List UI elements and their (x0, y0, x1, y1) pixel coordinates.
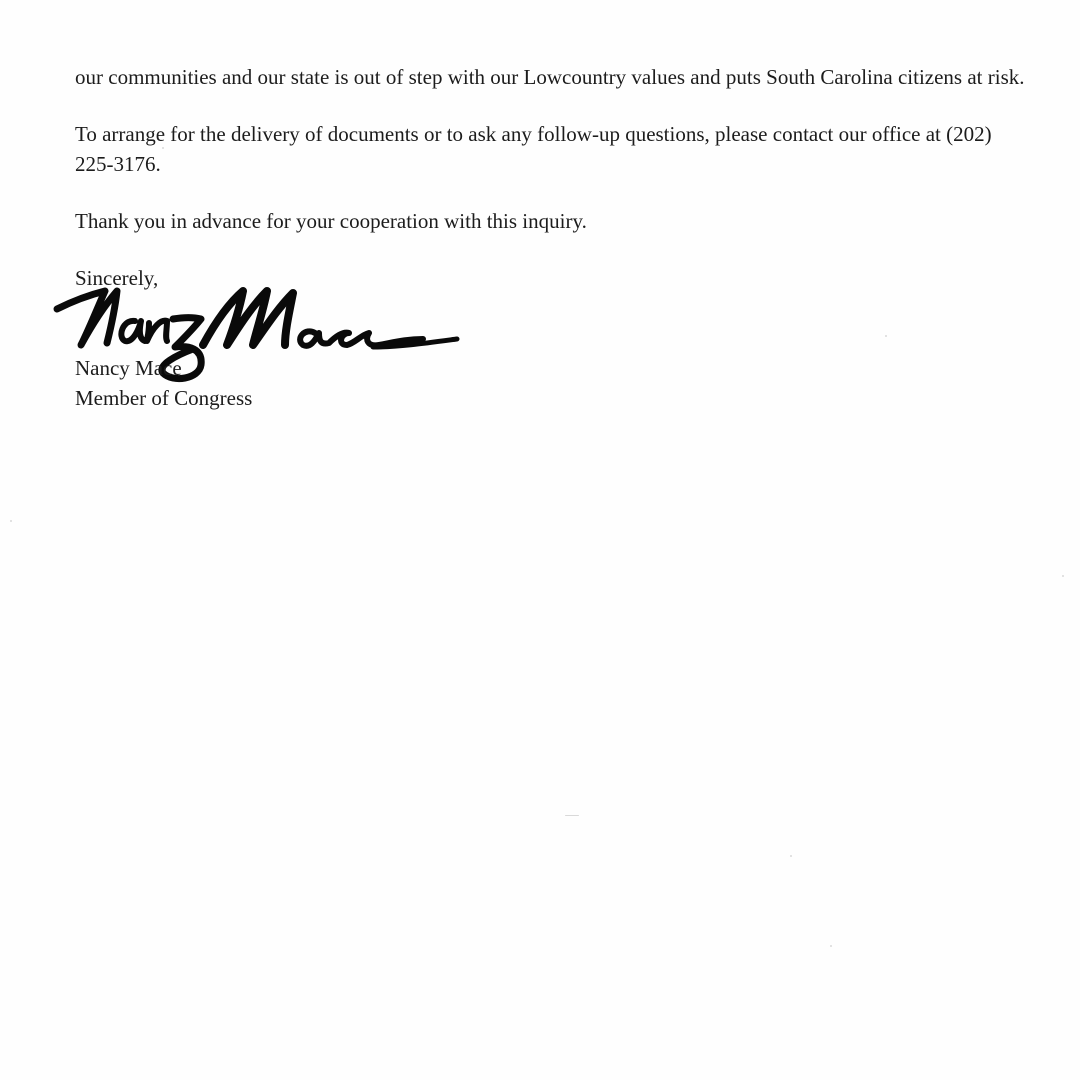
letter-body (75, 62, 1035, 413)
signer-block (75, 353, 1035, 413)
paragraph-contact-info: To arrange for the delivery of documents or to ask any follow-up questions, please contact our office at (202) 225-3176. (75, 122, 992, 176)
scan-speck (830, 945, 832, 947)
scan-speck (885, 335, 887, 337)
paragraph-thanks: Thank you in advance for your cooperation with this inquiry. (75, 209, 587, 233)
scan-speck (162, 147, 164, 149)
scan-speck (1062, 575, 1064, 577)
signer-name: Nancy Mace (75, 356, 182, 380)
scan-speck (565, 815, 579, 816)
scan-speck (790, 855, 792, 857)
signer-title: Member of Congress (75, 386, 253, 410)
closing-salutation: Sincerely, (75, 266, 159, 290)
signature-stroke-a (121, 321, 145, 341)
signature-stroke-m (203, 291, 293, 345)
signature-stroke-n (57, 291, 117, 345)
paragraph-closing-statement: our communities and our state is out of step with our Lowcountry values and puts South Carolina citizens at risk. (75, 65, 1025, 89)
scan-speck (10, 520, 12, 522)
signature-stroke-n2 (147, 321, 167, 341)
